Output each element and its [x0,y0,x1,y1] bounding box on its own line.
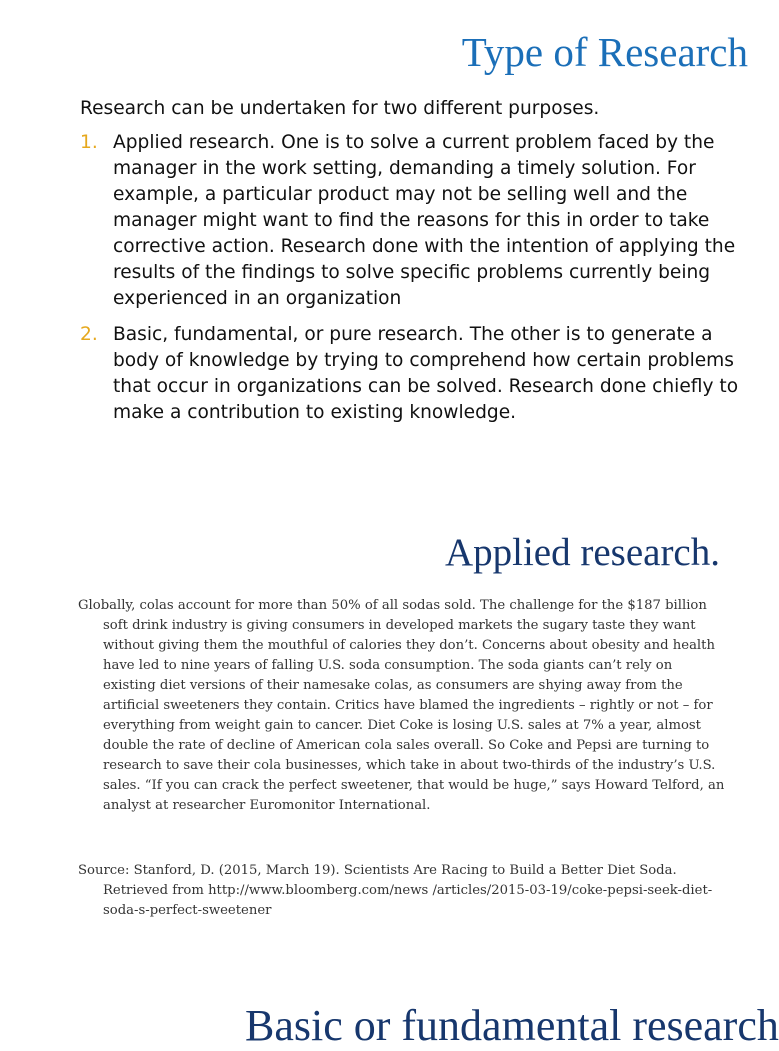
list-number: 2. [80,324,98,345]
list-item-text: Basic, fundamental, or pure research. The other is to generate a body of knowledge by trying to comprehend how certain problems that occur in organizations can be solved. Research done chiefly to make a contribution to existing knowledge. [113,324,739,423]
list-item-applied [80,130,740,312]
source-citation: Source: Stanford, D. (2015, March 19). Scientists Are Racing to Build a Better Diet Soda. Retrieved from http://www.bloomberg.com/news /articles/2015-03-19/coke-pepsi-seek-diet-soda-s-perfect-sweetener [78,863,713,918]
list-item-text: Applied research. One is to solve a current problem faced by the manager in the work setting, demanding a timely solution. For example, a particular product may not be selling well and the manager might want to find the reasons for this in order to take corrective action. Research done with the intention of applying the results of the findings to solve specific problems currently being experienced in an organization [113,132,736,309]
type-of-research-title: Type of Research [461,29,748,75]
applied-research-title: Applied research. [444,531,720,574]
research-intro-text: Research can be undertaken for two different purposes. [80,98,600,119]
research-purposes-body [80,96,740,436]
list-number: 1. [80,132,98,153]
list-item-basic [80,322,740,426]
cola-case-paragraph: Globally, colas account for more than 50% of all sodas sold. The challenge for the $187 billion soft drink industry is giving consumers in developed markets the sugary taste they want without giving them the mouthful of calories they don’t. Concerns about obesity and health have led to nine years of falling U.S. soda consumption. The soda giants can’t rely on existing diet versions of their namesake colas, as consumers are shying away from the artificial sweeteners they contain. Critics have blamed the ingredients – rightly or not – for everything from weight gain to cancer. Diet Coke is losing U.S. sales at 7% a year, almost double the rate of decline of American cola sales overall. So Coke and Pepsi are turning to research to save their cola businesses, which take in about two-thirds of the industry’s U.S. sales. “If you can crack the perfect sweetener, that would be huge,” says Howard Telford, an analyst at researcher Euromonitor International. [78,598,725,813]
basic-research-title: Basic or fundamental research [245,1001,779,1050]
